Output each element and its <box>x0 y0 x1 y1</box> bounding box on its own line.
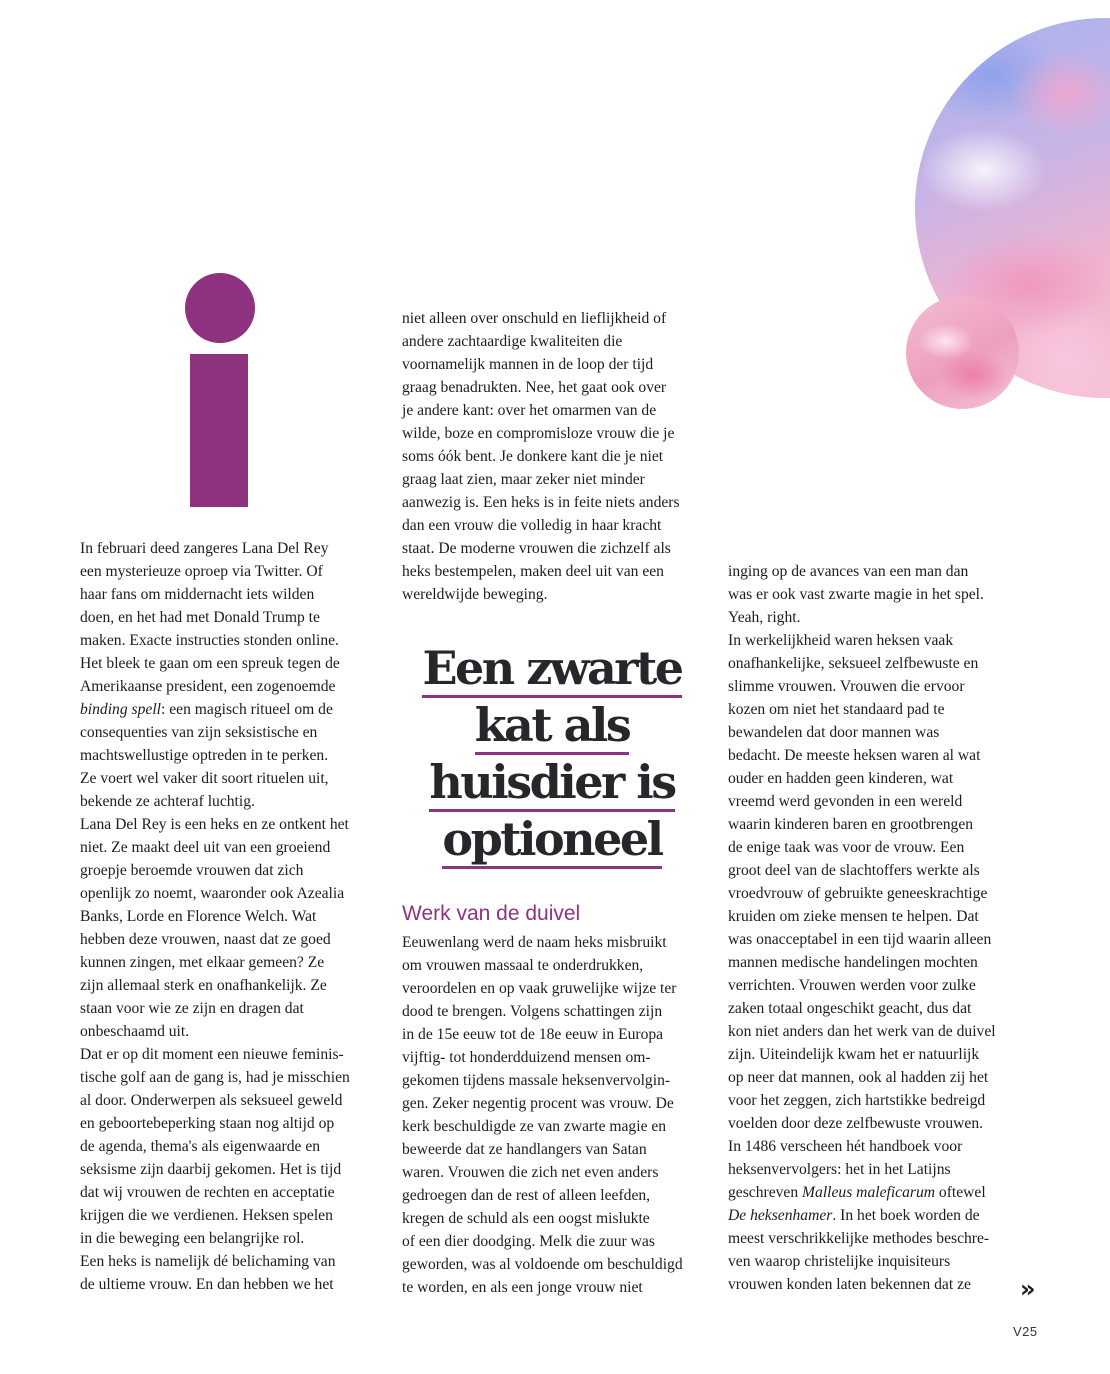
text-line: andere zachtaardige kwaliteiten die <box>402 333 623 350</box>
text-line: niet alleen over onschuld en lieflijkheid of <box>402 310 667 327</box>
text-line: Lana Del Rey is een heks en ze ontkent het <box>80 816 349 833</box>
text-line: heks bestempelen, maken deel uit van een <box>402 563 664 580</box>
text-line: zijn allemaal sterk en onafhankelijk. Ze <box>80 977 327 994</box>
text-line: slimme vrouwen. Vrouwen die ervoor <box>728 678 965 695</box>
text-line: Ze voert wel vaker dit soort rituelen uit, <box>80 770 329 787</box>
text-line: wereldwijde beweging. <box>402 586 548 603</box>
text-line: In 1486 verscheen hét handboek voor <box>728 1138 963 1155</box>
dropcap-i-stem <box>190 354 248 507</box>
text-line: zaken totaal ongeschikt geacht, dus dat <box>728 1000 972 1017</box>
text-line: groot deel van de slachtoffers werkte als <box>728 862 980 879</box>
text-line: al door. Onderwerpen als seksueel geweld <box>80 1092 343 1109</box>
text-line: doen, en het had met Donald Trump te <box>80 609 320 626</box>
text-line: geworden, was al voldoende om beschuldigd <box>402 1256 683 1273</box>
text-line: voelden door deze zelfbewuste vrouwen. <box>728 1115 984 1132</box>
text-line: de enige taak was voor de vrouw. Een <box>728 839 965 856</box>
text-line: je andere kant: over het omarmen van de <box>402 402 657 419</box>
text-line: inging op de avances van een man dan <box>728 563 969 580</box>
text-line: beweerde dat ze handlangers van Satan <box>402 1141 647 1158</box>
text-line: In werkelijkheid waren heksen vaak <box>728 632 954 649</box>
text-line: maken. Exacte instructies stonden online. <box>80 632 339 649</box>
text-line: machtswellustige optreden in te perken. <box>80 747 329 764</box>
text-line: dood te brengen. Volgens schattingen zijn <box>402 1003 663 1020</box>
text-line: dan een vrouw die volledig in haar kracht <box>402 517 662 534</box>
text-line: Yeah, right. <box>728 609 801 626</box>
text-line: bedacht. De meeste heksen waren al wat <box>728 747 981 764</box>
text-line: consequenties van zijn seksistische en <box>80 724 318 741</box>
text-line: om vrouwen massaal te onderdrukken, <box>402 957 644 974</box>
text-line: verrichten. Vrouwen werden voor zulke <box>728 977 976 994</box>
text-line: was er ook vast zwarte magie in het spel. <box>728 586 984 603</box>
text-line: kon niet anders dan het werk van de duivel <box>728 1023 996 1040</box>
text-line: hebben deze vrouwen, naast dat ze goed <box>80 931 331 948</box>
text-line: meest verschrikkelijke methodes beschre- <box>728 1230 990 1247</box>
text-line: mannen medische handelingen mochten <box>728 954 978 971</box>
text-line: vreemd werd gevonden in een wereld <box>728 793 963 810</box>
headline-line: huisdier is <box>429 755 674 812</box>
text-line: groepje beroemde vrouwen dat zich <box>80 862 304 879</box>
text-line: graag laat zien, maar zeker niet minder <box>402 471 645 488</box>
text-line: Eeuwenlang werd de naam heks misbruikt <box>402 934 667 951</box>
text-line: kozen om niet het standaard pad te <box>728 701 945 718</box>
text-line: soms óók bent. Je donkere kant die je niet <box>402 448 664 465</box>
text-line: kregen de schuld als een oogst mislukte <box>402 1210 650 1227</box>
article-column-1 <box>80 537 380 1296</box>
text-line: waren. Vrouwen die zich net even anders <box>402 1164 659 1181</box>
text-line: gen. Zeker negentig procent was vrouw. De <box>402 1095 674 1112</box>
text-line: voornamelijk mannen in de loop der tijd <box>402 356 654 373</box>
text-line: ouder en hadden geen kinderen, wat <box>728 770 954 787</box>
headline-line: optioneel <box>442 812 661 869</box>
text-line: binding spell: een magisch ritueel om de <box>80 701 333 718</box>
article-column-3 <box>728 560 1038 1296</box>
text-line: in die beweging een belangrijke rol. <box>80 1230 305 1247</box>
section-subhead: Werk van de duivel <box>402 902 581 925</box>
text-line: kunnen zingen, met elkaar gemeen? Ze <box>80 954 325 971</box>
text-line: in de 15e eeuw tot de 18e eeuw in Europa <box>402 1026 664 1043</box>
text-line: staan voor wie ze zijn en dragen dat <box>80 1000 304 1017</box>
headline-line: Een zwarte <box>422 641 681 698</box>
text-line: openlijk zo noemt, waaronder ook Azealia <box>80 885 345 902</box>
text-line: voor het zeggen, zich hartstikke bedreigd <box>728 1092 986 1109</box>
text-line: vrouwen konden laten bekennen dat ze <box>728 1276 971 1293</box>
text-line: tische golf aan de gang is, had je misschien <box>80 1069 350 1086</box>
text-line: zijn. Uiteindelijk kwam het er natuurlijk <box>728 1046 980 1063</box>
text-line: kerk beschuldigde ze van zwarte magie en <box>402 1118 667 1135</box>
text-line: seksisme zijn daarbij gekomen. Het is tijd <box>80 1161 342 1178</box>
text-line: te worden, en als een jonge vrouw niet <box>402 1279 643 1296</box>
page-number: V25 <box>1013 1324 1038 1339</box>
text-line: graag benadrukten. Nee, het gaat ook over <box>402 379 667 396</box>
text-line: de ultieme vrouw. En dan hebben we het <box>80 1276 334 1293</box>
text-line: was onacceptabel in een tijd waarin alleen <box>728 931 992 948</box>
text-line: haar fans om middernacht iets wilden <box>80 586 315 603</box>
text-line: In februari deed zangeres Lana Del Rey <box>80 540 329 557</box>
article-column-2-bottom <box>402 931 717 1299</box>
text-line: wilde, boze en compromisloze vrouw die je <box>402 425 675 442</box>
text-line: gekomen tijdens massale heksenvervolgin- <box>402 1072 671 1089</box>
text-line: kruiden om zieke mensen te helpen. Dat <box>728 908 979 925</box>
text-line: krijgen die we verdienen. Heksen spelen <box>80 1207 333 1224</box>
continue-arrow-icon: » <box>1020 1275 1036 1303</box>
text-line: staat. De moderne vrouwen die zichzelf als <box>402 540 671 557</box>
text-line: Dat er op dit moment een nieuwe feminis- <box>80 1046 344 1063</box>
dropcap-i-dot <box>185 273 255 343</box>
text-line: een mysterieuze oproep via Twitter. Of <box>80 563 323 580</box>
text-line: Amerikaanse president, een zogenoemde <box>80 678 336 695</box>
text-line: of een dier doodging. Melk die zuur was <box>402 1233 655 1250</box>
text-line: waarin kinderen baren en grootbrengen <box>728 816 974 833</box>
text-line: heksenvervolgers: het in het Latijns <box>728 1161 951 1178</box>
text-line: onafhankelijke, seksueel zelfbewuste en <box>728 655 979 672</box>
text-line: Banks, Lorde en Florence Welch. Wat <box>80 908 317 925</box>
text-line: dat wij vrouwen de rechten en acceptatie <box>80 1184 335 1201</box>
text-line: De heksenhamer. In het boek worden de <box>728 1207 980 1224</box>
article-column-2-top <box>402 307 717 606</box>
text-line: geschreven Malleus maleficarum oftewel <box>728 1184 986 1201</box>
text-line: bewandelen dat door mannen was <box>728 724 940 741</box>
text-line: niet. Ze maakt deel uit van een groeiend <box>80 839 331 856</box>
pull-headline <box>402 640 702 868</box>
text-line: ven waarop christelijke inquisiteurs <box>728 1253 951 1270</box>
text-line: aanwezig is. Een heks is in feite niets anders <box>402 494 680 511</box>
text-line: de agenda, thema's als eigenwaarde en <box>80 1138 321 1155</box>
text-line: gedroegen dan de rest of alleen leefden, <box>402 1187 651 1204</box>
sky-circle-small-image <box>906 296 1019 409</box>
text-line: op neer dat mannen, ook al hadden zij het <box>728 1069 989 1086</box>
headline-line: kat als <box>475 698 630 755</box>
text-line: Een heks is namelijk dé belichaming van <box>80 1253 336 1270</box>
text-line: veroordelen en op vaak gruwelijke wijze ter <box>402 980 677 997</box>
text-line: onbeschaamd uit. <box>80 1023 190 1040</box>
text-line: Het bleek te gaan om een spreuk tegen de <box>80 655 340 672</box>
text-line: bekende ze achteraf luchtig. <box>80 793 255 810</box>
text-line: vroedvrouw of gebruikte geneeskrachtige <box>728 885 988 902</box>
text-line: en geboortebeperking staan nog altijd op <box>80 1115 335 1132</box>
text-line: vijftig- tot honderdduizend mensen om- <box>402 1049 651 1066</box>
